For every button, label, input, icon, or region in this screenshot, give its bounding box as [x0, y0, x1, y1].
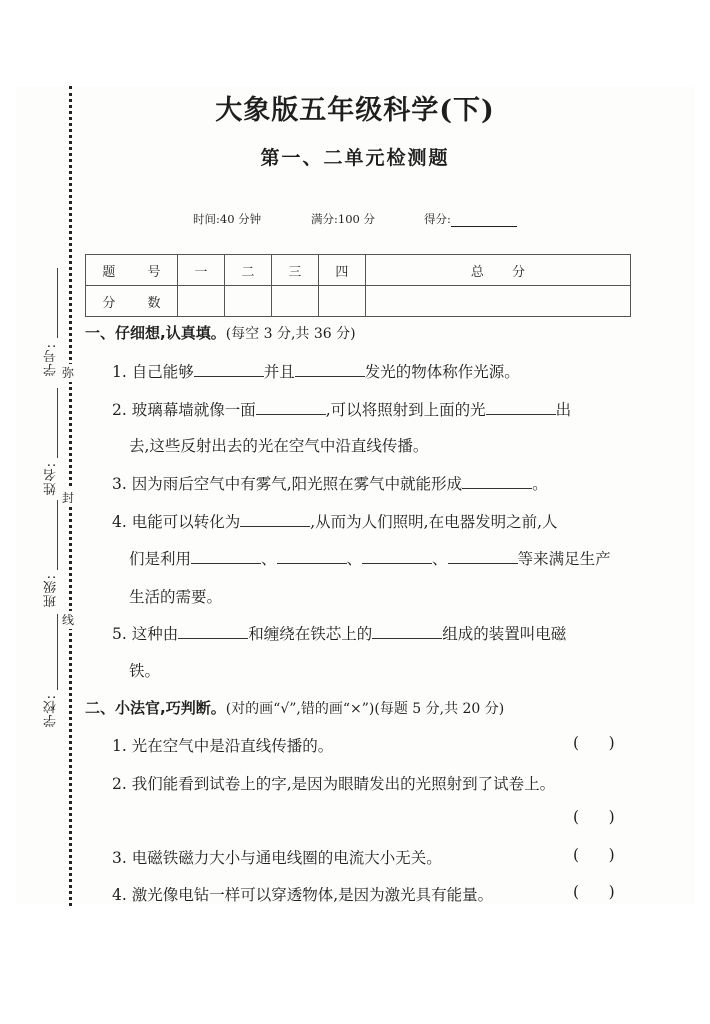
answer-blank[interactable]: [240, 512, 310, 527]
answer-parentheses[interactable]: ( ): [573, 846, 615, 864]
page-subtitle: 第一、二单元检测题: [260, 147, 450, 169]
answer-blank[interactable]: [256, 400, 326, 415]
score-cell[interactable]: [271, 286, 318, 317]
row-header: 题 号: [86, 255, 178, 286]
answer-blank[interactable]: [295, 362, 365, 377]
question-1-3: 3. 因为雨后空气中有雾气,阳光照在雾气中就能形成 。: [112, 475, 548, 493]
margin-rule: [57, 500, 58, 570]
question-1-4-continued: 们是利用 、 、 、 等来满足生产: [129, 550, 611, 568]
answer-blank[interactable]: [191, 549, 261, 564]
row-header: 分 数: [86, 286, 178, 317]
time-info: 时间:40 分钟: [193, 212, 262, 226]
answer-blank[interactable]: [486, 400, 556, 415]
margin-rule: [57, 268, 58, 338]
answer-blank[interactable]: [462, 474, 532, 489]
score-field[interactable]: [424, 211, 517, 227]
judge-question-4: 4. 激光像电钻一样可以穿透物体,是因为激光具有能量。: [112, 886, 494, 904]
cut-mark-mi: 弥: [62, 366, 75, 380]
answer-blank[interactable]: [372, 624, 442, 639]
column-header: 总 分: [365, 255, 630, 286]
score-cell[interactable]: [365, 286, 630, 317]
judge-question-2: 2. 我们能看到试卷上的字,是因为眼睛发出的光照射到了试卷上。: [112, 775, 556, 793]
full-score-info: 满分:100 分: [311, 212, 375, 226]
student-id-label: 学号:: [44, 343, 59, 377]
question-1-4: 4. 电能可以转化为 ,从而为人们照明,在电器发明之前,人: [112, 513, 558, 531]
cut-mark-feng: 封: [62, 491, 75, 505]
question-1-4-continued-2: 生活的需要。: [129, 588, 223, 606]
school-label: 学校:: [44, 694, 59, 728]
answer-parentheses[interactable]: ( ): [573, 808, 615, 826]
score-cell[interactable]: [318, 286, 365, 317]
section-2-heading: 二、小法官,巧判断。(对的画“√”,错的画“×”)(每题 5 分,共 20 分): [85, 699, 505, 717]
column-header: 二: [224, 255, 271, 286]
column-header: 四: [318, 255, 365, 286]
score-cell[interactable]: [224, 286, 271, 317]
answer-blank[interactable]: [448, 549, 518, 564]
section-1-heading: 一、仔细想,认真填。(每空 3 分,共 36 分): [85, 324, 356, 342]
answer-blank[interactable]: [178, 624, 248, 639]
cut-mark-xian: 线: [62, 613, 75, 627]
judge-question-1: 1. 光在空气中是沿直线传播的。: [112, 737, 334, 755]
score-cell[interactable]: [178, 286, 225, 317]
answer-blank[interactable]: [362, 549, 432, 564]
name-label: 姓名:: [44, 462, 59, 496]
question-1-5-continued: 铁。: [129, 662, 161, 680]
answer-blank[interactable]: [194, 362, 264, 377]
table-row: [86, 255, 631, 286]
page-title: 大象版五年级科学(下): [215, 95, 495, 126]
answer-blank[interactable]: [277, 549, 347, 564]
score-blank[interactable]: [451, 214, 517, 227]
answer-parentheses[interactable]: ( ): [573, 734, 615, 752]
question-1-2: 2. 玻璃幕墙就像一面 ,可以将照射到上面的光 出: [112, 401, 572, 419]
score-table: [85, 254, 631, 317]
judge-question-3: 3. 电磁铁磁力大小与通电线圈的电流大小无关。: [112, 849, 442, 867]
margin-rule: [57, 614, 58, 690]
margin-rule: [57, 388, 58, 458]
question-1-1: 1. 自己能够 并且 发光的物体称作光源。: [112, 363, 520, 381]
answer-parentheses[interactable]: ( ): [573, 883, 615, 901]
question-1-2-continued: 去,这些反射出去的光在空气中沿直线传播。: [129, 437, 429, 455]
question-1-5: 5. 这种由 和缠绕在铁芯上的 组成的装置叫电磁: [112, 625, 567, 643]
table-row: [86, 286, 631, 317]
score-label: 得分:: [424, 212, 451, 226]
class-label: 班级:: [44, 574, 59, 608]
column-header: 一: [178, 255, 225, 286]
column-header: 三: [271, 255, 318, 286]
